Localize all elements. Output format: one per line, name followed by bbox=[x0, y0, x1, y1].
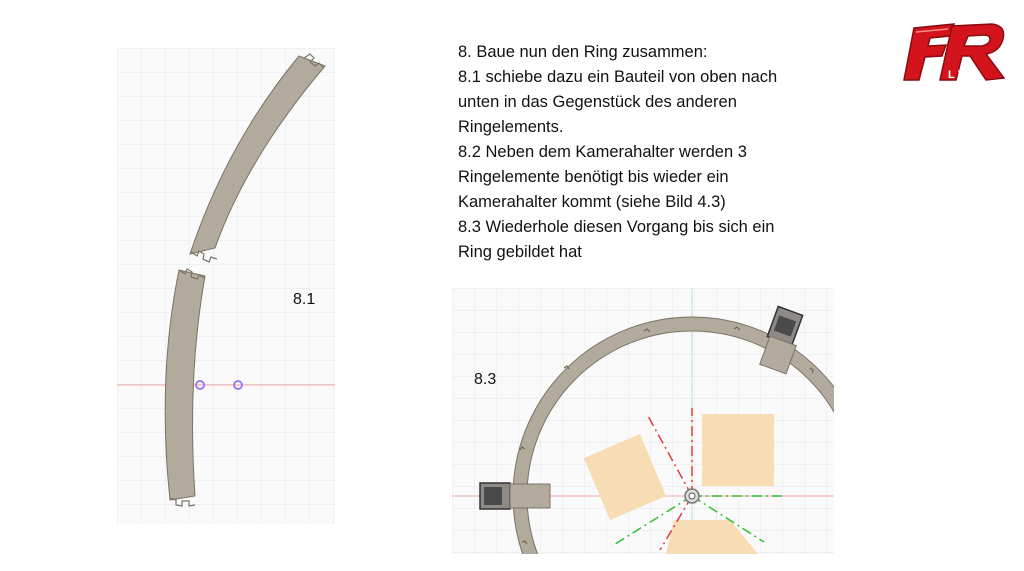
fr-fly-logo bbox=[900, 20, 1012, 84]
camera-holder-left bbox=[480, 483, 550, 509]
instruction-line: 8. Baue nun den Ring zusammen: bbox=[458, 43, 708, 61]
mounting-pad-right bbox=[702, 414, 774, 486]
instruction-line: Ring gebildet hat bbox=[458, 243, 582, 261]
step-label-8-1: 8.1 bbox=[293, 291, 316, 308]
svg-text:L Y: L Y bbox=[948, 69, 965, 81]
instruction-line: Ringelements. bbox=[458, 118, 564, 136]
instruction-line: Kamerahalter kommt (siehe Bild 4.3) bbox=[458, 193, 726, 211]
ring-segments-drawing bbox=[117, 48, 335, 524]
instruction-line: unten in das Gegenstück des anderen bbox=[458, 93, 737, 111]
instructions-text bbox=[458, 40, 838, 265]
ring-segments-view bbox=[117, 48, 335, 524]
assembled-ring-view bbox=[452, 288, 834, 554]
grid bbox=[117, 48, 335, 524]
instruction-line: 8.2 Neben dem Kamerahalter werden 3 bbox=[458, 143, 747, 161]
logo-icon bbox=[900, 20, 1012, 84]
assembled-ring-drawing bbox=[452, 288, 834, 554]
instruction-line: 8.3 Wiederhole diesen Vorgang bis sich ein bbox=[458, 218, 775, 236]
step-label-8-3: 8.3 bbox=[474, 371, 497, 388]
instruction-line: Ringelemente benötigt bis wieder ein bbox=[458, 168, 729, 186]
instruction-line: 8.1 schiebe dazu ein Bauteil von oben nach bbox=[458, 68, 778, 86]
